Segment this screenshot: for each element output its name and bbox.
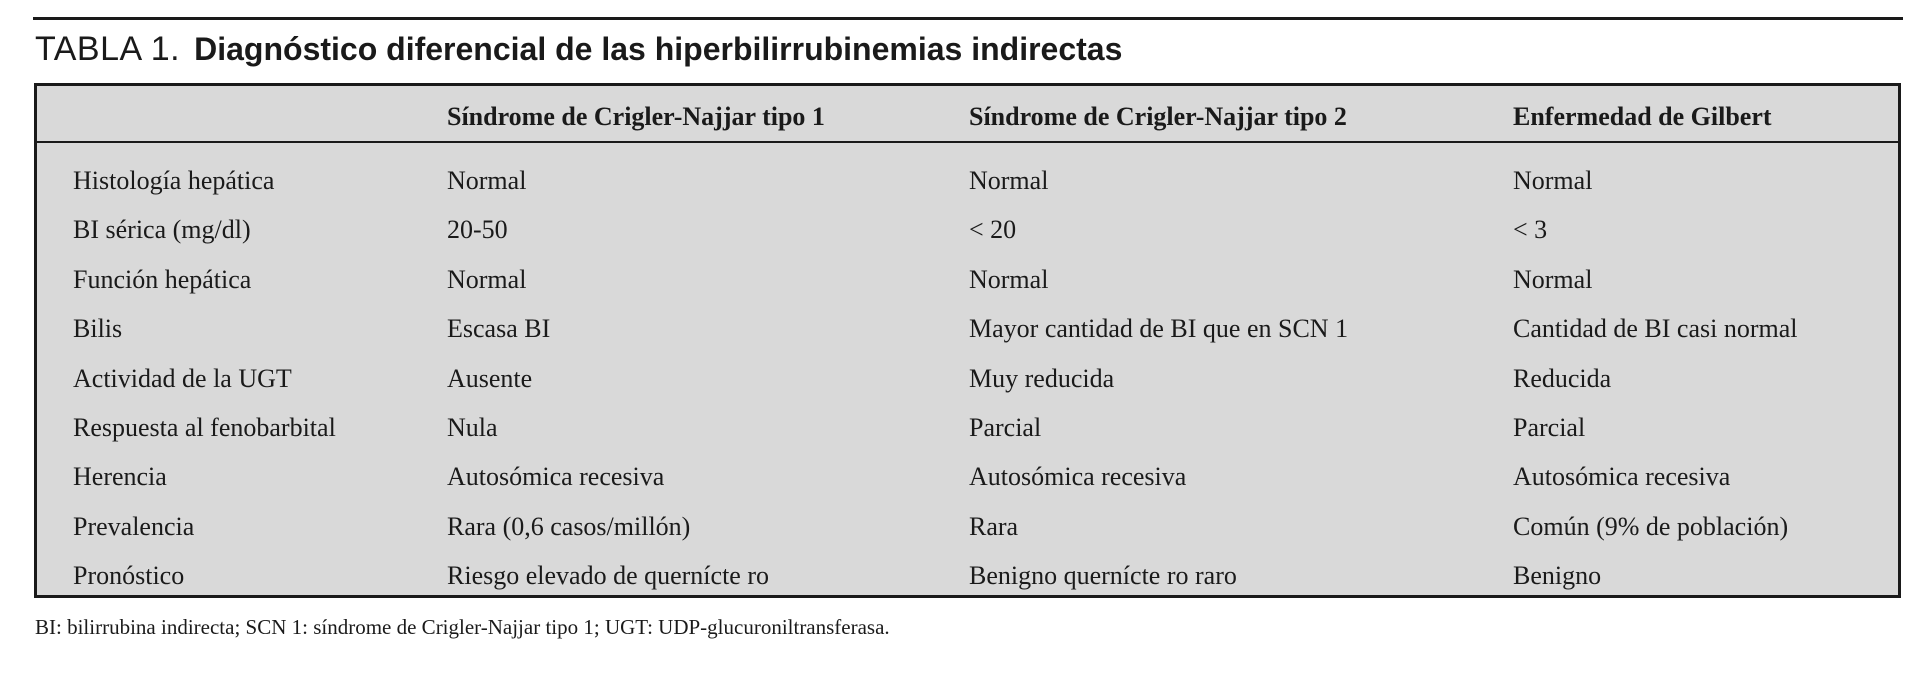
- cell-value: Mayor cantidad de BI que en SCN 1: [969, 314, 1349, 344]
- differential-diagnosis-table: [34, 83, 1901, 598]
- cell-value: Parcial: [969, 412, 1042, 442]
- table-row: [37, 403, 1898, 452]
- cell-value: < 20: [969, 215, 1017, 245]
- table-footnote: BI: bilirrubina indirecta; SCN 1: síndrome de Crigler-Najjar tipo 1; UGT: UDP-glucuroniltransferasa.: [35, 615, 890, 639]
- cell-value: Reducida: [1513, 363, 1612, 393]
- table-header-row: [37, 86, 1898, 143]
- cell-value: Normal: [1513, 264, 1593, 294]
- cell-value: Nula: [447, 412, 498, 442]
- row-label: Herencia: [73, 462, 167, 492]
- cell-value: Rara (0,6 casos/millón): [447, 511, 691, 541]
- table-title: Diagnóstico diferencial de las hiperbilirrubinemias indirectas: [194, 31, 1123, 67]
- cell-value: Normal: [969, 166, 1049, 195]
- table-row: [37, 156, 1898, 205]
- cell-value: Cantidad de BI casi normal: [1513, 314, 1798, 344]
- cell-value: Ausente: [447, 363, 533, 393]
- row-label: Prevalencia: [73, 511, 195, 541]
- cell-value: Parcial: [1513, 412, 1586, 442]
- row-label: Función hepática: [73, 264, 252, 294]
- cell-value: Normal: [969, 264, 1049, 294]
- header-crigler-najjar-1: Síndrome de Crigler-Najjar tipo 1: [447, 102, 825, 131]
- row-label: Pronóstico: [73, 561, 185, 591]
- header-gilbert: Enfermedad de Gilbert: [1513, 102, 1772, 131]
- table-row: [37, 304, 1898, 353]
- cell-value: Normal: [447, 166, 527, 195]
- table-row: [37, 354, 1898, 403]
- cell-value: Autosómica recesiva: [1513, 462, 1731, 492]
- cell-value: Rara: [969, 511, 1019, 541]
- row-label: Respuesta al fenobarbital: [73, 412, 336, 442]
- table-row: [37, 502, 1898, 551]
- cell-value: Muy reducida: [969, 363, 1115, 393]
- table-caption: [35, 24, 1122, 74]
- cell-value: Autosómica recesiva: [969, 462, 1187, 492]
- table-body: [37, 143, 1898, 601]
- cell-value: Común (9% de población): [1513, 511, 1789, 541]
- cell-value: Benigno quernícte ro raro: [969, 561, 1237, 591]
- table-row: [37, 551, 1898, 600]
- cell-value: Normal: [1513, 166, 1593, 195]
- header-crigler-najjar-2: Síndrome de Crigler-Najjar tipo 2: [969, 102, 1347, 131]
- row-label: Histología hepática: [73, 166, 275, 195]
- cell-value: Benigno: [1513, 561, 1602, 591]
- cell-value: Normal: [447, 264, 527, 294]
- table-row: [37, 205, 1898, 254]
- cell-value: 20-50: [447, 215, 508, 245]
- cell-value: Autosómica recesiva: [447, 462, 665, 492]
- row-label: Actividad de la UGT: [73, 363, 292, 393]
- table-number: TABLA 1.: [35, 30, 181, 68]
- row-label: BI sérica (mg/dl): [73, 215, 251, 245]
- cell-value: Riesgo elevado de quernícte ro: [447, 561, 769, 591]
- table-row: [37, 255, 1898, 304]
- table-row: [37, 452, 1898, 501]
- row-label: Bilis: [73, 314, 123, 344]
- cell-value: < 3: [1513, 215, 1548, 245]
- top-rule: [33, 17, 1903, 20]
- cell-value: Escasa BI: [447, 314, 551, 344]
